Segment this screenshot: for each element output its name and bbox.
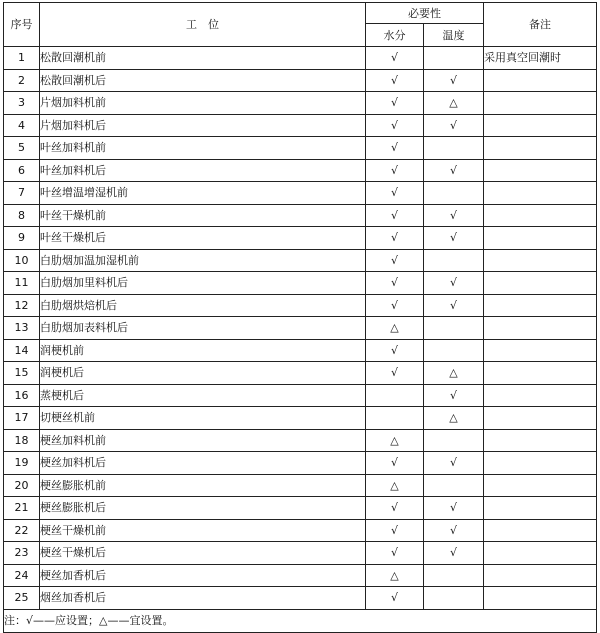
row-temperature-mark: √: [424, 294, 484, 317]
table-row: [4, 542, 597, 565]
row-temperature-mark: △: [424, 362, 484, 385]
table-row: [4, 384, 597, 407]
row-moisture-mark: [366, 384, 424, 407]
row-no: 18: [4, 429, 40, 452]
header-necessity: 必要性: [366, 3, 484, 24]
row-remark: [484, 519, 597, 542]
row-position: 梗丝干燥机前: [40, 519, 366, 542]
row-no: 14: [4, 339, 40, 362]
row-no: 11: [4, 272, 40, 295]
sampling-point-table: [3, 2, 597, 633]
row-temperature-mark: √: [424, 159, 484, 182]
table-row: [4, 317, 597, 340]
header-temperature: 温度: [424, 24, 484, 47]
row-temperature-mark: √: [424, 204, 484, 227]
row-no: 4: [4, 114, 40, 137]
row-position: 梗丝加料机后: [40, 452, 366, 475]
row-no: 15: [4, 362, 40, 385]
row-position: 梗丝加香机后: [40, 564, 366, 587]
row-moisture-mark: √: [366, 272, 424, 295]
row-remark: [484, 317, 597, 340]
row-remark: [484, 249, 597, 272]
row-remark: [484, 564, 597, 587]
row-temperature-mark: [424, 47, 484, 70]
table-row: [4, 137, 597, 160]
row-position: 梗丝膨胀机后: [40, 497, 366, 520]
row-remark: [484, 362, 597, 385]
row-position: 梗丝膨胀机前: [40, 474, 366, 497]
row-remark: [484, 407, 597, 430]
row-moisture-mark: [366, 407, 424, 430]
table-row: [4, 519, 597, 542]
row-no: 20: [4, 474, 40, 497]
table-row: [4, 407, 597, 430]
row-position: 叶丝加料机后: [40, 159, 366, 182]
row-no: 23: [4, 542, 40, 565]
row-position: 叶丝干燥机后: [40, 227, 366, 250]
table-row: [4, 272, 597, 295]
row-position: 片烟加料机后: [40, 114, 366, 137]
row-no: 9: [4, 227, 40, 250]
row-remark: [484, 182, 597, 205]
row-remark: [484, 92, 597, 115]
row-no: 19: [4, 452, 40, 475]
row-moisture-mark: √: [366, 92, 424, 115]
row-remark: [484, 339, 597, 362]
row-no: 21: [4, 497, 40, 520]
row-no: 16: [4, 384, 40, 407]
row-moisture-mark: √: [366, 204, 424, 227]
row-moisture-mark: √: [366, 249, 424, 272]
row-temperature-mark: √: [424, 227, 484, 250]
row-moisture-mark: √: [366, 497, 424, 520]
row-moisture-mark: √: [366, 47, 424, 70]
row-moisture-mark: √: [366, 227, 424, 250]
row-remark: [484, 587, 597, 610]
row-position: 梗丝加料机前: [40, 429, 366, 452]
row-temperature-mark: [424, 339, 484, 362]
row-position: 叶丝干燥机前: [40, 204, 366, 227]
row-remark: [484, 474, 597, 497]
row-position: 切梗丝机前: [40, 407, 366, 430]
row-temperature-mark: △: [424, 407, 484, 430]
row-temperature-mark: √: [424, 69, 484, 92]
table-row: [4, 92, 597, 115]
row-position: 润梗机前: [40, 339, 366, 362]
table-row: [4, 47, 597, 70]
row-remark: [484, 294, 597, 317]
row-temperature-mark: [424, 182, 484, 205]
row-remark: [484, 114, 597, 137]
row-no: 17: [4, 407, 40, 430]
row-moisture-mark: △: [366, 474, 424, 497]
row-moisture-mark: √: [366, 114, 424, 137]
row-temperature-mark: √: [424, 542, 484, 565]
row-no: 24: [4, 564, 40, 587]
table-row: [4, 249, 597, 272]
row-position: 白肋烟烘焙机后: [40, 294, 366, 317]
row-temperature-mark: √: [424, 384, 484, 407]
row-position: 蒸梗机后: [40, 384, 366, 407]
row-temperature-mark: √: [424, 452, 484, 475]
row-moisture-mark: √: [366, 294, 424, 317]
row-position: 松散回潮机前: [40, 47, 366, 70]
table-row: [4, 429, 597, 452]
row-no: 1: [4, 47, 40, 70]
row-position: 白肋烟加温加湿机前: [40, 249, 366, 272]
row-no: 25: [4, 587, 40, 610]
row-remark: 采用真空回潮时: [484, 47, 597, 70]
row-temperature-mark: [424, 249, 484, 272]
row-no: 12: [4, 294, 40, 317]
row-temperature-mark: [424, 474, 484, 497]
header-remarks: 备注: [484, 3, 597, 47]
row-temperature-mark: △: [424, 92, 484, 115]
row-no: 7: [4, 182, 40, 205]
header-moisture: 水分: [366, 24, 424, 47]
row-moisture-mark: √: [366, 452, 424, 475]
header-row: [4, 3, 597, 24]
row-remark: [484, 452, 597, 475]
row-no: 5: [4, 137, 40, 160]
row-temperature-mark: √: [424, 114, 484, 137]
row-temperature-mark: [424, 587, 484, 610]
row-no: 8: [4, 204, 40, 227]
row-position: 叶丝增温增湿机前: [40, 182, 366, 205]
row-remark: [484, 542, 597, 565]
row-moisture-mark: √: [366, 519, 424, 542]
row-moisture-mark: √: [366, 159, 424, 182]
table-row: [4, 474, 597, 497]
row-temperature-mark: √: [424, 497, 484, 520]
row-moisture-mark: √: [366, 137, 424, 160]
row-position: 叶丝加料机前: [40, 137, 366, 160]
table-row: [4, 114, 597, 137]
row-no: 3: [4, 92, 40, 115]
row-temperature-mark: √: [424, 519, 484, 542]
row-remark: [484, 69, 597, 92]
row-moisture-mark: √: [366, 542, 424, 565]
row-moisture-mark: △: [366, 564, 424, 587]
table-row: [4, 69, 597, 92]
table-row: [4, 159, 597, 182]
table-row: [4, 452, 597, 475]
row-no: 10: [4, 249, 40, 272]
row-moisture-mark: √: [366, 182, 424, 205]
row-temperature-mark: [424, 429, 484, 452]
row-position: 梗丝干燥机后: [40, 542, 366, 565]
row-remark: [484, 159, 597, 182]
row-temperature-mark: [424, 137, 484, 160]
table-row: [4, 362, 597, 385]
row-remark: [484, 384, 597, 407]
row-position: 润梗机后: [40, 362, 366, 385]
row-no: 13: [4, 317, 40, 340]
row-no: 22: [4, 519, 40, 542]
row-remark: [484, 429, 597, 452]
table-row: [4, 227, 597, 250]
row-moisture-mark: △: [366, 429, 424, 452]
row-remark: [484, 227, 597, 250]
row-no: 2: [4, 69, 40, 92]
row-moisture-mark: √: [366, 339, 424, 362]
table-row: [4, 294, 597, 317]
row-remark: [484, 497, 597, 520]
table-row: [4, 564, 597, 587]
header-position: 工 位: [40, 3, 366, 47]
row-temperature-mark: [424, 564, 484, 587]
row-moisture-mark: √: [366, 587, 424, 610]
row-temperature-mark: [424, 317, 484, 340]
row-moisture-mark: √: [366, 69, 424, 92]
row-position: 片烟加料机前: [40, 92, 366, 115]
table-row: [4, 182, 597, 205]
row-position: 白肋烟加里料机后: [40, 272, 366, 295]
table-row: [4, 204, 597, 227]
table-row: [4, 339, 597, 362]
row-remark: [484, 204, 597, 227]
table-row: [4, 497, 597, 520]
row-position: 烟丝加香机后: [40, 587, 366, 610]
row-temperature-mark: √: [424, 272, 484, 295]
note-row: [4, 609, 597, 632]
row-position: 松散回潮机后: [40, 69, 366, 92]
row-remark: [484, 272, 597, 295]
table-row: [4, 587, 597, 610]
row-moisture-mark: △: [366, 317, 424, 340]
table-note: 注：√——应设置；△——宜设置。: [4, 609, 597, 632]
header-no: 序号: [4, 3, 40, 47]
row-no: 6: [4, 159, 40, 182]
row-position: 白肋烟加表料机后: [40, 317, 366, 340]
row-moisture-mark: √: [366, 362, 424, 385]
row-remark: [484, 137, 597, 160]
